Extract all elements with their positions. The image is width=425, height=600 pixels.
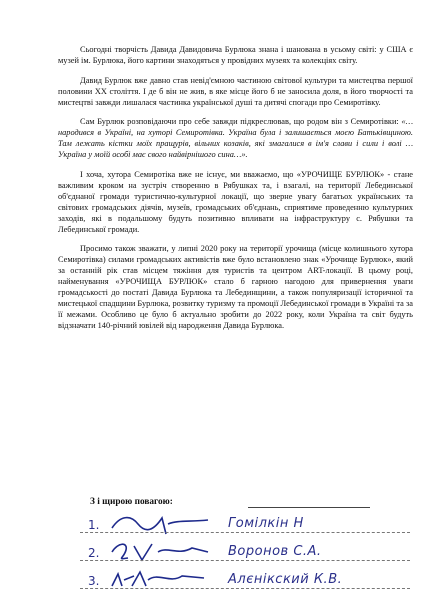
paragraph: Просимо також зважати, у липні 2020 року на території урочища (місце колишнього хутора Семиротівка) силами громадських активістів вже було встановлено знак «Урочище Бурлюк», який за останній рік став місцем тяжіння для туристів та центром ART-локації. В цьому році, найменування «УРОЧИЩА БУРЛЮК» стало б гарною нагодою для привернення уваги громадськості до постаті Давида Бурлюка та Лебединщини, а також популяризації історичної та мистецької спадщини Бурлюка, розвитку туризму та промоції Лебединської громади в Україні та за її межами. Особливо це було б актуально зробити до 2022 року, коли Україна та світ будуть відзначати 140-річний ювілей від народження Давида Бурлюка. <box>58 244 413 331</box>
signature-row <box>80 566 410 590</box>
paragraph: І хоча, хутора Семиротіка вже не існує, ми вважаємо, що «УРОЧИЩЕ БУРЛЮК» - стане важливим кроком на зустріч створенню в Рябушках та, і взагалі, на території Лебединської об'єднаної громади туристично-культурної локації, що зверне увагу багатьох українських та світових громадських діячів, музеїв, громадських об'єднань, сприятиме проведенню культурних заходів, які в подальшому будуть позитивно впливати на інфраструктуру с. Рябушки та Лебединської громади. <box>58 169 413 234</box>
signature-line <box>80 532 410 533</box>
signature-number: 3. <box>88 574 100 588</box>
signature-row <box>80 510 410 534</box>
signature-line <box>80 588 410 589</box>
burliuk-quote: «…народився в Україні, на хуторі Семиротівка. Україна була і залишається моєю Батьківщиною. Там лежать кістки моїх пращурів, вільних козаків, які змагалися в ім'я слави і сили і волі … Україна у моїй особі має свого найвірнішого сина…». <box>58 117 413 160</box>
divider <box>248 507 370 508</box>
signatory-name: Алєнікский К.В. <box>228 572 343 587</box>
letter-body <box>58 44 413 340</box>
paragraph-with-quote <box>58 116 413 160</box>
paragraph: Давид Бурлюк вже давно став невід'ємною частиною світової культури та мистецтва першої половини XX століття. І де б він не жив, в яке місце його б не заносила доля, в його творчості та мистецтві завжди лишалася частинка української душі та дитячі спогади про Семиротівку. <box>58 75 413 107</box>
signature-line <box>80 560 410 561</box>
signature-row <box>80 538 410 562</box>
signature-number: 2. <box>88 546 100 560</box>
signatory-name: Воронов С.А. <box>228 544 322 559</box>
signature-number: 1. <box>88 518 100 532</box>
signatory-name: Гомілкін Н <box>228 516 304 531</box>
closing-phrase: З і щирою повагою: <box>90 497 173 507</box>
paragraph: Сьогодні творчість Давида Давидовича Бурлюка знана і шанована в усьому світі: у США є музей ім. Бурлюка, його картини знаходяться у провідних музеях та колекціях світу. <box>58 45 413 65</box>
quote-intro: Сам Бурлюк розповідаючи про себе завжди підкреслював, що родом він з Семиротівки: <box>80 117 399 127</box>
